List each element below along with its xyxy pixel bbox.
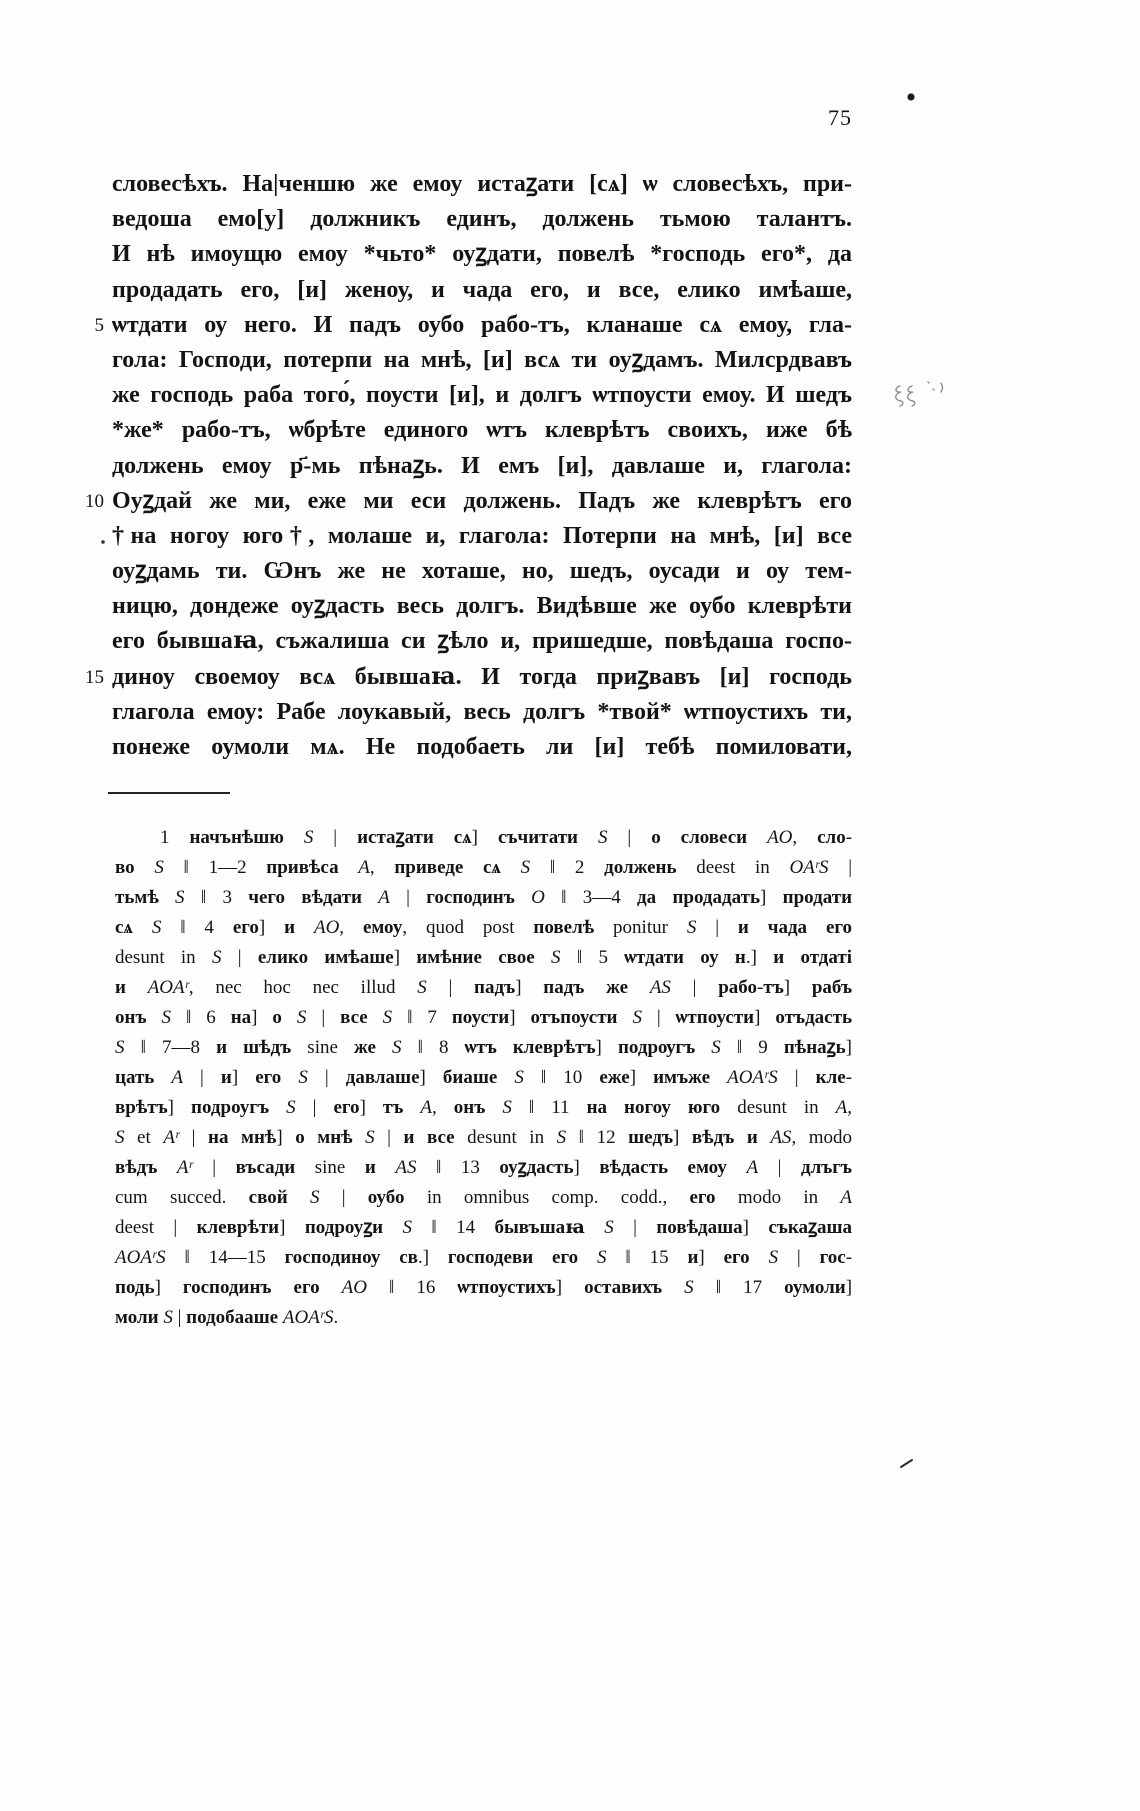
manuscript-siglum: S: [365, 1127, 375, 1148]
manuscript-siglum: O: [531, 887, 545, 908]
cyrillic-word: подроугъ: [191, 1097, 270, 1118]
text-line: [112, 343, 852, 378]
cyrillic-word: господиноу: [284, 1247, 381, 1268]
footnote-line: S et Aʳ | на мнѣ] о мнѣ S | и все desunt in S ‖ 12 шедъ] вѣдъ и AS, modo: [115, 1127, 853, 1148]
text-line: [85, 660, 852, 695]
manuscript-siglum: S: [115, 1127, 125, 1148]
margin-tick-mark: [901, 1460, 912, 1467]
line-number: 5: [94, 314, 104, 336]
cyrillic-word: моли: [115, 1307, 159, 1328]
cyrillic-word: пѣнаꙁь: [783, 1037, 846, 1058]
cyrillic-word: о: [295, 1127, 305, 1148]
cyrillic-word: и: [773, 947, 785, 968]
cyrillic-word: мнѣ: [317, 1127, 353, 1148]
cyrillic-word: шедъ: [628, 1127, 674, 1148]
text-line-content: глагола емоу: Рабе лоукавый, весь долгъ *твой* ѡтпоустихъ ти,: [112, 698, 852, 725]
cyrillic-word: и: [746, 1127, 758, 1148]
text-line-content: оуꙁдамь ти. Ѡнъ же не хоташе, но, шедъ, оусади и оу тем-: [112, 558, 852, 585]
cyrillic-word: его: [723, 1247, 750, 1268]
cyrillic-word: о: [651, 827, 661, 848]
cyrillic-word: на: [208, 1127, 229, 1148]
cyrillic-word: свой: [248, 1187, 288, 1208]
footnote-line: desunt in S | елико имѣаше] имѣние свое S ‖ 5 ѡтдати оу н.] и отдаті: [115, 947, 853, 968]
critical-apparatus: [115, 823, 852, 1333]
cyrillic-word: падъ: [543, 977, 585, 998]
cyrillic-word: онъ: [453, 1097, 486, 1118]
cyrillic-word: имѣние: [416, 947, 482, 968]
text-line: [112, 167, 852, 202]
text-line: [112, 554, 852, 589]
cyrillic-word: цать: [115, 1067, 155, 1088]
cyrillic-word: сѧ: [483, 857, 501, 878]
manuscript-siglum: Aʳ: [176, 1157, 193, 1178]
text-line-content: Оуꙁдай же ми, еже ми еси должень. Падъ же клеврѣтъ его: [112, 487, 852, 514]
cyrillic-word: отдаті: [800, 947, 853, 968]
cyrillic-word: господеви: [447, 1247, 534, 1268]
cyrillic-word: продадать: [672, 887, 761, 908]
manuscript-siglum: S: [298, 1067, 308, 1088]
cyrillic-word: подобааше: [186, 1307, 279, 1328]
manuscript-siglum: S: [154, 857, 164, 878]
text-line: [112, 519, 852, 554]
manuscript-siglum: A: [378, 887, 390, 908]
manuscript-siglum: Aʳ: [163, 1127, 180, 1148]
cyrillic-word: господинъ: [426, 887, 515, 908]
manuscript-siglum: S: [115, 1037, 125, 1058]
cyrillic-word: все: [340, 1007, 368, 1028]
text-line: [112, 413, 852, 448]
footnote-line: и AOAʳ, nec hoc nec illud S | падъ] падъ же AS | рабо-тъ] рабъ: [115, 977, 853, 998]
text-line: [112, 378, 852, 413]
cyrillic-word: повѣдаша: [656, 1217, 743, 1238]
cyrillic-word: сло: [817, 827, 846, 848]
text-line-content: ницю, дондеже оуꙁдасть весь долгъ. Видѣвше же оубо клеврѣти: [112, 593, 852, 620]
cyrillic-word: длъгъ: [800, 1157, 853, 1178]
text-line-content: диноу своемоу всѧ бывшаꙗ. И тогда приꙁвавъ [и] господь: [112, 663, 852, 690]
cyrillic-word: кле: [815, 1067, 846, 1088]
cyrillic-word: отъдасть: [775, 1007, 852, 1028]
cyrillic-word: же: [354, 1037, 376, 1058]
manuscript-siglum: S: [161, 1007, 171, 1028]
footnote-line: deest | клеврѣти] подроуꙁи S ‖ 14 бывъшаꙗ S | повѣдаша] съкаꙁаша: [115, 1217, 853, 1238]
cyrillic-word: оставихъ: [584, 1277, 663, 1298]
cyrillic-word: отъпоусти: [530, 1007, 618, 1028]
manuscript-siglum: S: [597, 1247, 607, 1268]
cyrillic-word: его: [293, 1277, 320, 1298]
manuscript-siglum: S: [175, 887, 185, 908]
footnote-line: моли S | подобааше AOAʳS.: [115, 1307, 339, 1328]
manuscript-siglum: S: [604, 1217, 614, 1238]
manuscript-siglum: A: [420, 1097, 432, 1118]
manuscript-siglum: AOAʳS: [282, 1307, 334, 1328]
manuscript-siglum: S: [768, 1247, 779, 1268]
cyrillic-word: подроуꙁи: [304, 1217, 384, 1238]
manuscript-siglum: AO: [341, 1277, 367, 1298]
cyrillic-word: тьмѣ: [115, 887, 159, 908]
cyrillic-word: имѣаше: [324, 947, 394, 968]
manuscript-siglum: A: [171, 1067, 183, 1088]
text-line: [112, 589, 852, 624]
cyrillic-word: и: [364, 1157, 376, 1178]
line-number: 10: [85, 490, 104, 512]
text-line-content: гола: Господи, потерпи на мнѣ, [и] всѧ ти оуꙁдамъ. Милсрдвавъ: [112, 346, 852, 373]
manuscript-siglum: S: [211, 947, 222, 968]
manuscript-siglum: S: [296, 1007, 307, 1028]
page-number: 75: [828, 105, 852, 130]
manuscript-siglum: S: [402, 1217, 412, 1238]
cyrillic-word: мнѣ: [241, 1127, 277, 1148]
manuscript-siglum: A: [835, 1097, 848, 1118]
manuscript-siglum: A: [358, 857, 370, 878]
manuscript-siglum: S: [163, 1307, 173, 1328]
footnote-line: онъ S ‖ 6 на] о S | все S ‖ 7 поусти] отъпоусти S | ѡтпоусти] отъдасть: [115, 1007, 852, 1028]
cyrillic-word: сѧ: [115, 917, 133, 938]
manuscript-siglum: S: [551, 947, 561, 968]
cyrillic-word: словеси: [680, 827, 748, 848]
footnote-line: AOAʳS ‖ 14—15 господиноу св.] господеви его S ‖ 15 и] его S | гос-: [115, 1247, 853, 1268]
footnote-separator-rule: [108, 792, 230, 794]
cyrillic-word: клеврѣти: [196, 1217, 280, 1238]
cyrillic-word: его: [689, 1187, 716, 1208]
text-line: [112, 624, 852, 659]
manuscript-siglum: S: [686, 917, 697, 938]
cyrillic-word: гос: [819, 1247, 846, 1268]
manuscript-siglum: AOAʳS: [115, 1247, 166, 1268]
manuscript-siglum: S: [286, 1097, 296, 1118]
cyrillic-word: вѣдасть: [599, 1157, 668, 1178]
cyrillic-word: емоу: [362, 917, 403, 938]
cyrillic-word: бывъшаꙗ: [494, 1217, 585, 1238]
cyrillic-word: оу: [700, 947, 719, 968]
cyrillic-word: чада: [767, 917, 808, 938]
cyrillic-word: же: [606, 977, 629, 998]
cyrillic-word: ѡтъ: [464, 1037, 497, 1058]
cyrillic-word: истаꙁати: [357, 827, 434, 848]
cyrillic-word: шѣдъ: [243, 1037, 292, 1058]
manuscript-siglum: S: [382, 1007, 393, 1028]
text-line-content: *же* рабо-тъ, ѡбрѣте единого ѡтъ клеврѣтъ своихъ, иже бѣ: [112, 417, 852, 444]
line-number: 15: [85, 666, 104, 688]
cyrillic-word: поусти: [451, 1007, 510, 1028]
cyrillic-word: рабо: [718, 977, 758, 998]
cyrillic-word: продати: [782, 887, 853, 908]
margin-dot: [907, 93, 914, 100]
cyrillic-word: и: [220, 1067, 232, 1088]
cyrillic-word: рабъ: [811, 977, 853, 998]
cyrillic-word: на: [586, 1097, 608, 1118]
manuscript-siglum: AS: [395, 1157, 417, 1178]
cyrillic-word: да: [637, 887, 657, 908]
cyrillic-word: подь: [115, 1277, 155, 1298]
manuscript-siglum: S: [392, 1037, 402, 1058]
main-text: [85, 167, 852, 765]
manuscript-siglum: S: [514, 1067, 524, 1088]
cyrillic-word: сѧ: [453, 827, 472, 848]
cyrillic-word: биаше: [442, 1067, 498, 1088]
cyrillic-word: его: [825, 917, 853, 938]
margin-dot: [101, 540, 105, 544]
manuscript-siglum: S: [520, 857, 531, 878]
cyrillic-word: оубо: [367, 1187, 405, 1208]
cyrillic-word: оуꙁдасть: [499, 1157, 574, 1178]
footnote-line: цать A | и] его S | давлаше] биаше S ‖ 10 еже] имъже AOAʳS | кле-: [115, 1067, 853, 1088]
manuscript-siglum: S: [502, 1097, 512, 1118]
footnote-line: вѣдъ Aʳ | въсади sine и AS ‖ 13 оуꙁдасть] вѣдасть емоу A | длъгъ: [115, 1157, 853, 1178]
cyrillic-word: приведе: [394, 857, 464, 878]
footnote-line: сѧ S ‖ 4 его] и AO, емоу, quod post повелѣ ponitur S | и чада его: [115, 917, 853, 938]
cyrillic-word: въсади: [235, 1157, 296, 1178]
manuscript-siglum: S: [632, 1007, 642, 1028]
cyrillic-word: должень: [604, 857, 677, 878]
cyrillic-word: св: [399, 1247, 418, 1268]
cyrillic-word: господинъ: [182, 1277, 272, 1298]
margin-pencil-mark: [896, 382, 943, 406]
manuscript-siglum: A: [746, 1157, 759, 1178]
footnote-line: врѣтъ] подроугъ S | его] тъ A, онъ S ‖ 11 на ногоу юго desunt in A,: [115, 1097, 852, 1118]
cyrillic-word: ѡтпоустихъ: [457, 1277, 556, 1298]
manuscript-siglum: S: [309, 1187, 320, 1208]
text-line: [112, 695, 852, 730]
cyrillic-word: давлаше: [345, 1067, 420, 1088]
cyrillic-word: все: [427, 1127, 455, 1148]
cyrillic-word: во: [115, 857, 135, 878]
text-line: [112, 202, 852, 237]
text-line: [85, 484, 852, 519]
cyrillic-word: на: [230, 1007, 252, 1028]
text-line-content: его бывшаꙗ, съжалиша си ꙁѣло и, пришедше, повѣдаша госпо-: [112, 628, 852, 655]
manuscript-siglum: S: [417, 977, 427, 998]
cyrillic-word: съкаꙁаша: [768, 1217, 853, 1238]
text-line-content: должень емоу р҃-мь пѣнаꙁь. И емъ [и], давлаше и, глагола:: [112, 452, 852, 479]
cyrillic-word: подрѹгъ: [617, 1037, 696, 1058]
manuscript-siglum: AS: [770, 1127, 792, 1148]
text-line: [94, 308, 852, 343]
cyrillic-word: съчитати: [497, 827, 578, 848]
cyrillic-word: врѣтъ: [115, 1097, 168, 1118]
cyrillic-word: начънѣшю: [189, 827, 284, 848]
text-line-content: И нѣ имоущю емоу *чьто* оуꙁдати, повелѣ *господь его*, да: [112, 241, 852, 268]
footnote-line: cum succed. свой S | оубо in omnibus comp. codd., его modo in A: [115, 1187, 852, 1208]
text-line-content: †на ногоу юго†, молаше и, глагола: Потерпи на мнѣ, [и] все: [112, 522, 852, 549]
cyrillic-word: вѣдъ: [115, 1157, 158, 1178]
text-line: [112, 273, 852, 308]
text-line: [112, 730, 852, 765]
manuscript-siglum: S: [303, 827, 314, 848]
cyrillic-word: его: [232, 917, 259, 938]
cyrillic-word: клеврѣтъ: [512, 1037, 596, 1058]
footnote-line: тьмѣ S ‖ 3 чего вѣдати A | господинъ O ‖ 3—4 да продадать] продати: [115, 887, 853, 908]
manuscript-siglum: AOAʳ: [147, 977, 189, 998]
cyrillic-word: чего: [248, 887, 286, 908]
cyrillic-word: вѣдъ: [691, 1127, 735, 1148]
cyrillic-word: и: [403, 1127, 415, 1148]
cyrillic-word: его: [255, 1067, 282, 1088]
cyrillic-word: и: [737, 917, 749, 938]
text-line-content: понеже оумоли мѧ. Не подобаеть ли [и] тебѣ помиловати,: [112, 734, 852, 760]
manuscript-siglum: OAʳS: [789, 857, 829, 878]
cyrillic-word: еже: [599, 1067, 630, 1088]
cyrillic-word: н: [734, 947, 746, 968]
cyrillic-word: и: [216, 1037, 228, 1058]
cyrillic-word: и: [284, 917, 296, 938]
cyrillic-word: тъ: [763, 977, 784, 998]
manuscript-siglum: S: [151, 917, 162, 938]
cyrillic-word: ѡтдати: [624, 947, 684, 968]
cyrillic-word: повелѣ: [533, 917, 595, 938]
manuscript-siglum: AO: [767, 827, 793, 848]
cyrillic-word: имъже: [653, 1067, 711, 1088]
manuscript-siglum: AS: [649, 977, 671, 998]
cyrillic-word: емоу: [687, 1157, 727, 1178]
text-line-content: ѡтдати оу него. И падъ оубо рабо-тъ, кланаше сѧ емоу, гла-: [112, 311, 852, 338]
manuscript-siglum: S: [711, 1037, 721, 1058]
cyrillic-word: онъ: [115, 1007, 147, 1028]
cyrillic-word: вѣдати: [301, 887, 362, 908]
cyrillic-word: о: [272, 1007, 282, 1028]
footnote-line: 1 начънѣшю S | истаꙁати сѧ] съчитати S | о словеси AO, сло-: [160, 827, 853, 848]
text-line-content: же господь раба того́, поусти [и], и долгъ ѡтпоусти емоу. И шедъ: [112, 382, 852, 409]
manuscript-siglum: S: [556, 1127, 567, 1148]
footnote-line: подь] господинъ его AO ‖ 16 ѡтпоустихъ] оставихъ S ‖ 17 оумоли]: [115, 1277, 853, 1298]
cyrillic-word: елико: [257, 947, 309, 968]
manuscript-siglum: AOAʳS: [727, 1067, 778, 1088]
cyrillic-word: тъ: [382, 1097, 404, 1118]
cyrillic-word: и: [687, 1247, 699, 1268]
cyrillic-word: ногоу: [624, 1097, 671, 1118]
cyrillic-word: оумоли: [784, 1277, 846, 1298]
text-line-content: продадать его, [и] женоу, и чада его, и все, елико имѣаше,: [112, 276, 852, 303]
cyrillic-word: его: [552, 1247, 579, 1268]
cyrillic-word: его: [333, 1097, 360, 1118]
footnote-line: S ‖ 7—8 и шѣдъ sine же S ‖ 8 ѡтъ клеврѣтъ] подрѹгъ S ‖ 9 пѣнаꙁь]: [115, 1037, 852, 1058]
footnote-line: во S ‖ 1—2 привѣса A, приведе сѧ S ‖ 2 должень deest in OAʳS |: [115, 857, 853, 878]
text-line: [112, 449, 852, 484]
cyrillic-word: привѣса: [266, 857, 339, 878]
text-line: [112, 237, 852, 272]
cyrillic-word: свое: [498, 947, 535, 968]
cyrillic-word: и: [115, 977, 126, 998]
cyrillic-word: юго: [687, 1097, 721, 1118]
manuscript-siglum: S: [597, 827, 608, 848]
text-line-content: словесѣхъ. На|ченшю же емоу истаꙁати [сѧ] ѡ словесѣхъ, при-: [112, 171, 852, 197]
manuscript-siglum: A: [840, 1187, 852, 1208]
cyrillic-word: падъ: [474, 977, 516, 998]
manuscript-siglum: AO: [313, 917, 340, 938]
text-line-content: ведоша емо[у] должникъ единъ, должень тьмою талантъ.: [112, 206, 852, 233]
cyrillic-word: ѡтпоусти: [675, 1007, 755, 1028]
manuscript-siglum: S: [684, 1277, 694, 1298]
